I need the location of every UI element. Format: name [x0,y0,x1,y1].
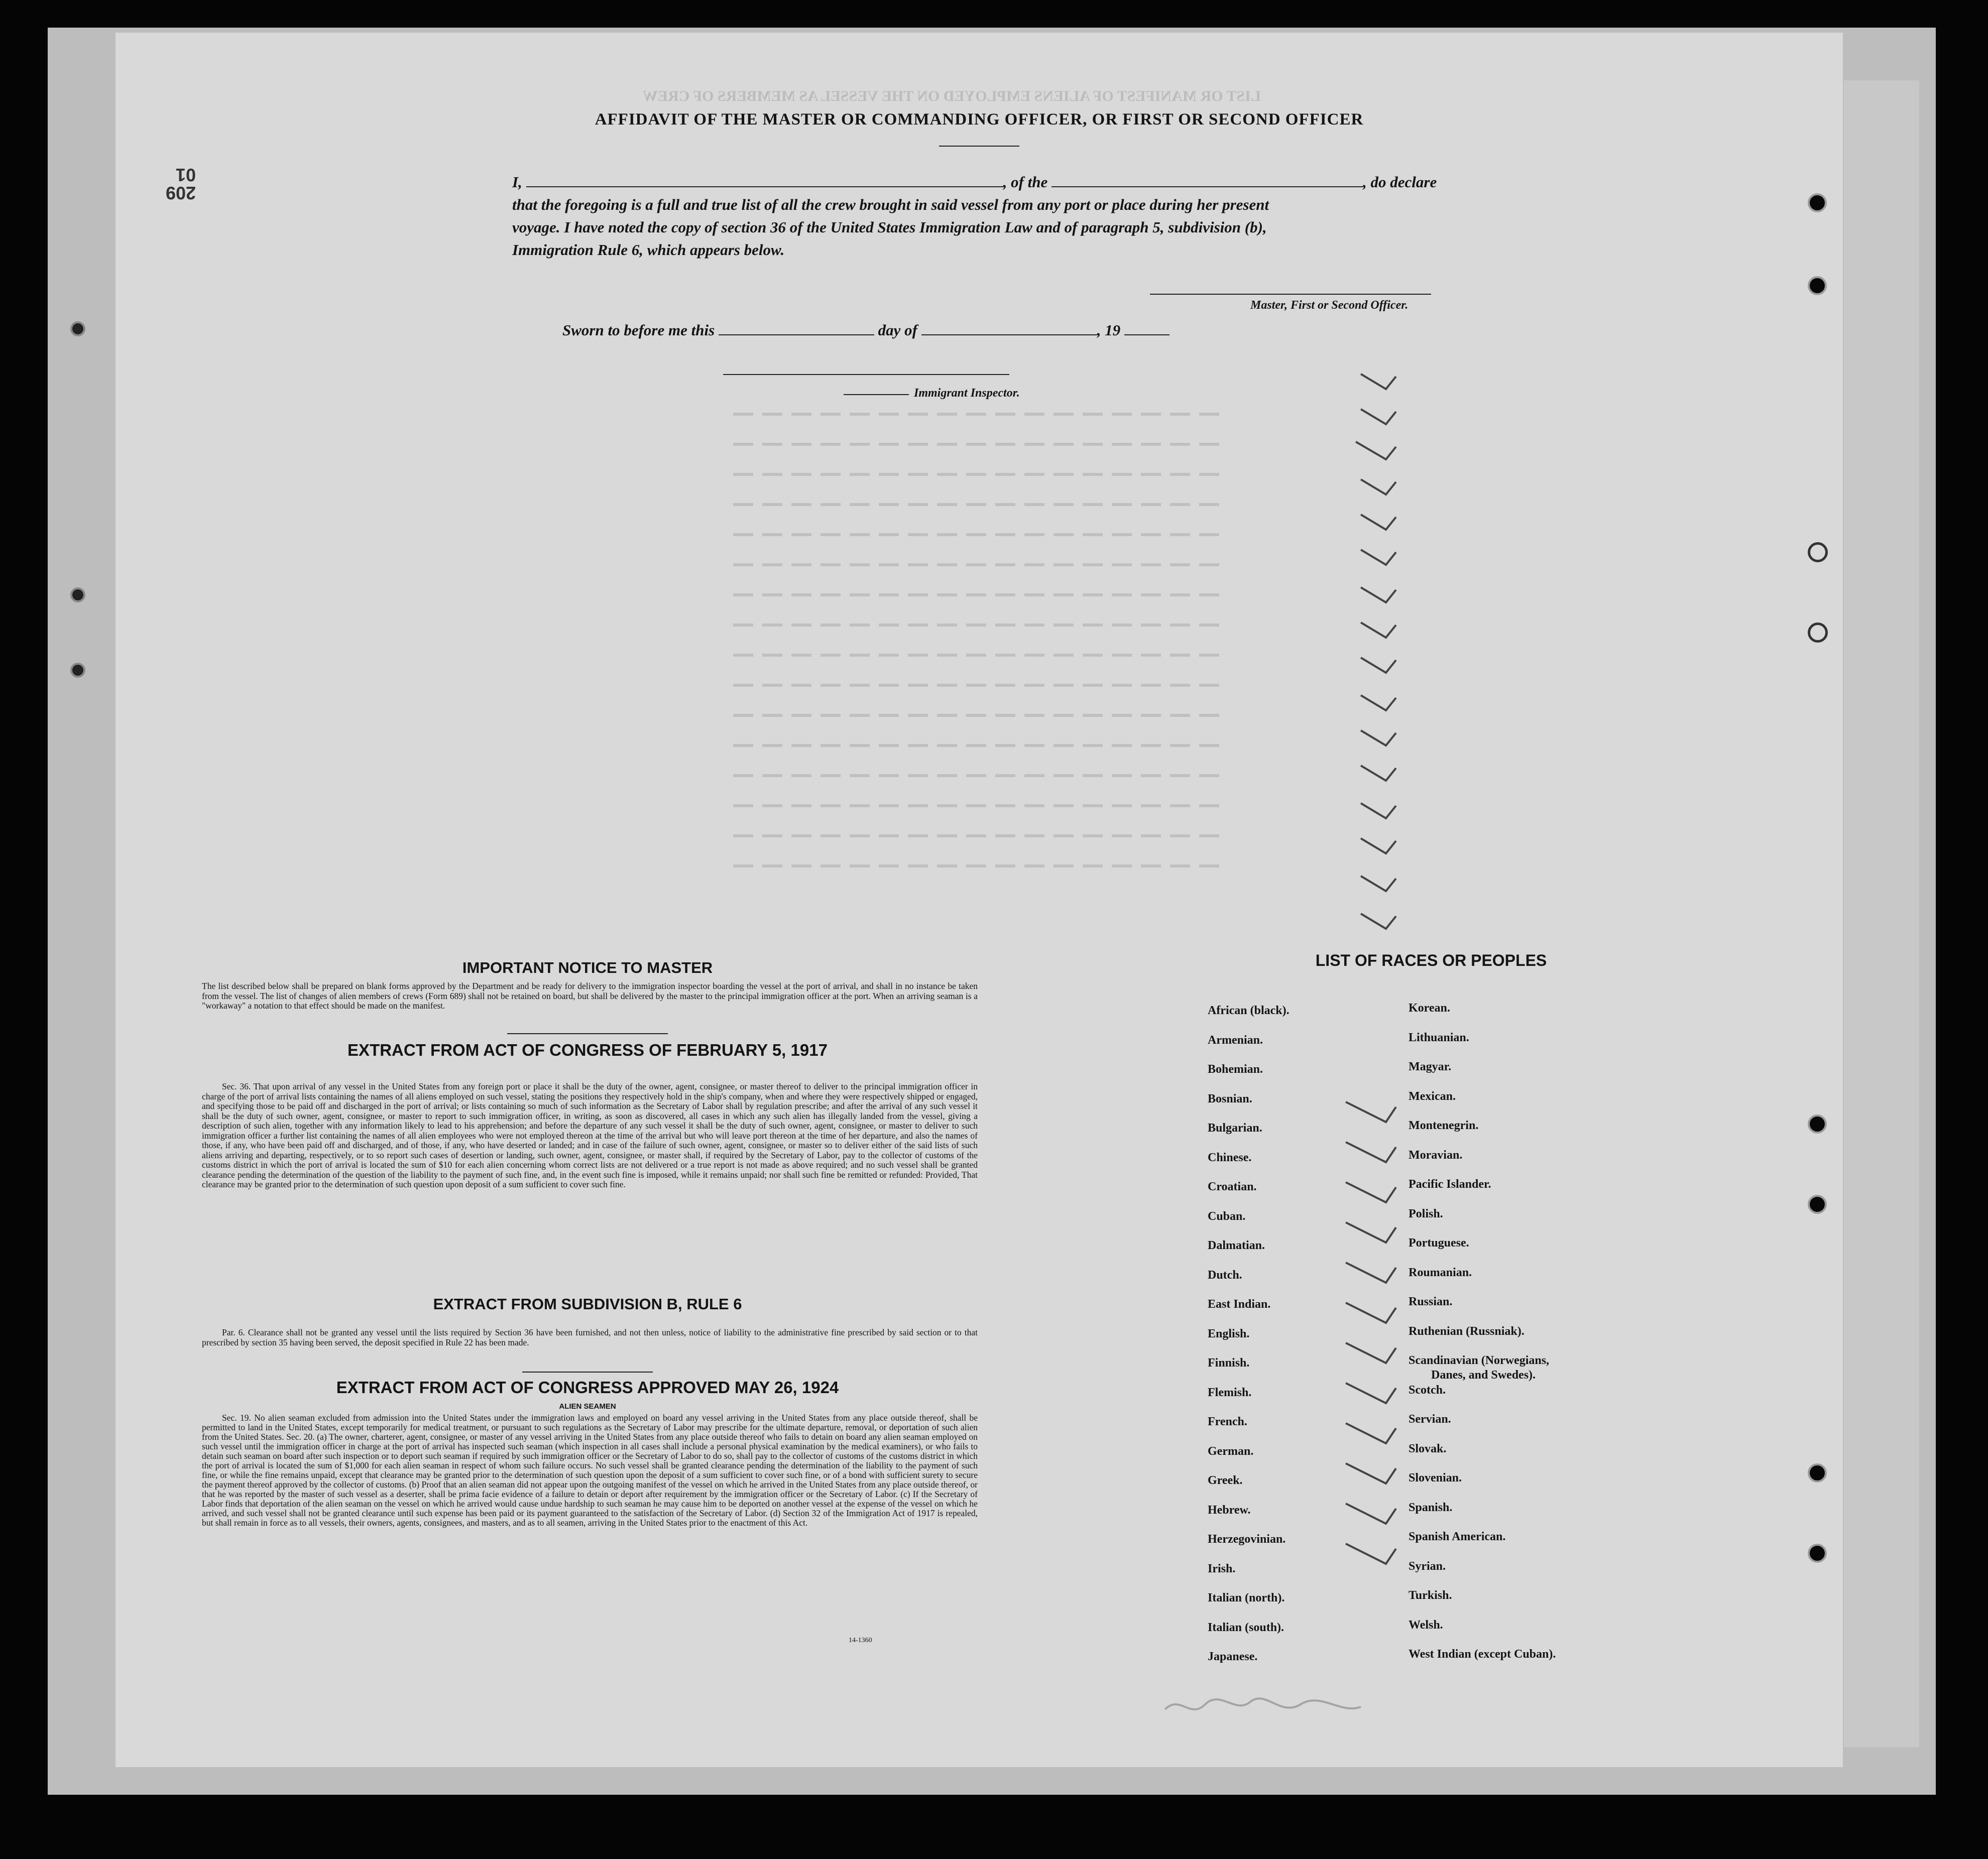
title-rule [939,146,1019,147]
bleed-through-rows [115,384,1843,936]
race-item: Cuban. [1208,1209,1246,1223]
race-item: Scotch. [1409,1383,1446,1397]
race-item: Spanish American. [1409,1530,1506,1543]
race-item: Flemish. [1208,1386,1252,1399]
rule6-rule [522,1372,653,1373]
vessel-name-field[interactable] [1051,186,1363,187]
race-item: Moravian. [1409,1148,1463,1162]
sworn-date-field[interactable] [719,334,874,335]
rule6-text: Par. 6. Clearance shall not be granted any vessel until the lists required by Section 36 have been furnished, and not then unless, notice of liability to the administrative fine prescribed by said section or to that prescribed by section 35 having been served, the deposit specified in Rule 22 has been made. [202,1327,978,1347]
sworn-line [562,321,1170,339]
extract-1924-text: Sec. 19. No alien seaman excluded from admission into the United States under the immigration laws and employed on board any vessel arriving in the United States from any place outside thereof, shall be permitted to land in the United States, except temporarily for medical treatment, or pursuant to such regulations as the Secretary of Labor may prescribe for the ultimate departure, removal, or deportation of such alien from the United States. Sec. 20. (a) The owner, charterer, agent, consignee, or master of any vessel arriving in the United States from any place outside thereof who fails to detain on board any alien seaman employed on such vessel until the immigration officer in charge at the port of arrival has inspected such seaman (which inspection in all cases shall include a personal physical examination by the medical examiners), or who fails to detain such seaman on board after such inspection or to deport such seaman if required by such immigration officer or the Secretary of Labor to do so, shall pay to the collector of customs of the customs district in which the port of arrival is located the sum of $1,000 for each alien seaman in respect of whom such failure occurs. No such vessel shall be granted clearance pending the determination of the liability to the payment of such fine, or while the fine remains unpaid, except that clearance may be granted prior to the determination of such question upon the deposit of a sum sufficient to cover such fine, or of a bond with sufficient surety to secure the payment thereof approved by the collector of customs. (b) Proof that an alien seaman did not appear upon the outgoing manifest of the vessel on which he arrived in the United States from any place outside thereof, or that he was reported by the master of such vessel as a deserter, shall be prima facie evidence of a failure to detain or deport after requirement by the immigration officer or the Secretary of Labor. (c) If the Secretary of Labor finds that deportation of the alien seaman on the vessel on which he arrived would cause undue hardship to such seaman he may cause him to be deported on another vessel at the expense of the vessel on which he arrived, and such vessel shall not be granted clearance until such expense has been paid or its payment guaranteed to the satisfaction of the Secretary of Labor. (d) Section 32 of the Immigration Act of 1917 is repealed, but shall remain in force as to all vessels, their owners, agents, consignees, and masters, and as to all seamen, arriving in the United States prior to the enactment of this Act. [202,1413,978,1528]
rule6-title: EXTRACT FROM SUBDIVISION B, RULE 6 [433,1295,742,1313]
notice-title: IMPORTANT NOTICE TO MASTER [462,959,713,976]
day-of-label: day of [878,321,917,339]
binder-ring-icon [70,663,85,678]
binder-ring-icon [70,321,85,336]
affidavit-title: AFFIDAVIT OF THE MASTER OR COMMANDING OFFICER, OR FIRST OR SECOND OFFICER [595,110,1364,129]
race-item: Montenegrin. [1409,1119,1479,1132]
race-item: Scandinavian (Norwegians, [1409,1354,1550,1367]
race-item: West Indian (except Cuban). [1409,1648,1556,1661]
race-item: Chinese. [1208,1151,1252,1164]
race-item: Bosnian. [1208,1092,1252,1105]
binder-ring-icon [70,587,85,602]
extract-1924-title: EXTRACT FROM ACT OF CONGRESS APPROVED MAY 26, 1924 [336,1378,839,1397]
race-item: Portuguese. [1409,1236,1469,1250]
race-item: Herzegovinian. [1208,1533,1286,1546]
inspector-caption: Immigrant Inspector. [914,387,1020,400]
extract-1917-title: EXTRACT FROM ACT OF CONGRESS OF FEBRUARY 5, 1917 [347,1041,828,1059]
manifest-page [115,33,1843,1767]
punch-hole-icon [1808,542,1828,562]
race-item: Magyar. [1409,1060,1452,1073]
punch-hole-icon [1808,193,1827,212]
race-item: Mexican. [1409,1089,1456,1103]
race-item: Finnish. [1208,1356,1250,1370]
declarant-label: I, [512,173,522,191]
do-declare-label: , do declare [1363,173,1437,191]
punch-hole-icon [1808,1544,1827,1563]
sworn-label: Sworn to before me this [562,321,715,339]
sworn-month-field[interactable] [921,334,1097,335]
race-item: Spanish. [1409,1501,1453,1514]
race-item: English. [1208,1327,1250,1340]
faint-signature [1160,1689,1371,1724]
race-item: Roumanian. [1409,1266,1472,1279]
race-item: Servian. [1409,1413,1451,1426]
right-edge-strip [1844,80,1919,1747]
master-signature-caption: Master, First or Second Officer. [1250,299,1409,312]
bleed-through-header: LIST OR MANIFEST OF ALIENS EMPLOYED ON THE VESSEL AS MEMBERS OF CREW [643,88,1261,104]
punch-hole-icon [1808,1114,1827,1134]
punch-hole-icon [1808,623,1828,643]
race-item: French. [1208,1415,1247,1428]
race-item: Japanese. [1208,1650,1258,1663]
race-item: Bulgarian. [1208,1122,1262,1135]
race-item: Slovak. [1409,1442,1447,1455]
race-item: East Indian. [1208,1298,1271,1311]
races-title: LIST OF RACES OR PEOPLES [1315,951,1547,969]
race-item: Italian (south). [1208,1621,1284,1634]
form-number: 14-1360 [849,1637,872,1644]
race-item: Greek. [1208,1474,1243,1487]
race-item: Italian (north). [1208,1591,1285,1604]
race-item: Bohemian. [1208,1063,1263,1076]
punch-hole-icon [1808,1195,1827,1214]
race-item: Hebrew. [1208,1503,1251,1517]
race-item: Russian. [1409,1295,1453,1308]
race-item: Polish. [1409,1207,1443,1220]
race-item: Irish. [1208,1562,1236,1575]
race-item: Lithuanian. [1409,1031,1469,1044]
declarant-name-field[interactable] [526,186,1003,187]
notice-text: The list described below shall be prepared on blank forms approved by the Department and be ready for delivery to the immigration inspector boarding the vessel at the port of arrival, and shall in no instance be taken from the vessel. The list of changes of alien members of crews (Form 689) shall not be retained on board, but shall be delivered by the master to the principal immigration officer at the port. When an arriving seaman is a "workaway" a notation to that effect should be made on the manifest. [202,981,978,1011]
race-item: Turkish. [1409,1589,1452,1602]
race-item: Danes, and Swedes). [1431,1368,1536,1382]
alien-seamen-subtitle: ALIEN SEAMEN [559,1402,616,1411]
sworn-year-field[interactable] [1124,334,1170,335]
race-item: Syrian. [1409,1559,1446,1573]
race-item: Pacific Islander. [1409,1178,1491,1191]
declaration-line-4: Immigration Rule 6, which appears below. [512,241,785,259]
punch-hole-icon [1808,1463,1827,1482]
extract-1917-text: Sec. 36. That upon arrival of any vessel in the United States from any foreign port or place it shall be the duty of the owner, agent, consignee, or master thereof to deliver to the principal immigration officer in charge of the port of arrival lists containing the names of all aliens employed on such vessel, stating the positions they respectively hold in the ship's company, when and where they were respectively shipped or engaged, and specifying those to be paid off and discharged in the port of arrival; or lists containing so much of such information as the Secretary of Labor shall by regulation prescribe; and after the arrival of any such vessel it shall be the duty of such owner, agent, consignee, or master to report to such immigration officer, in writing, as soon as discovered, all cases in which any such alien has illegally landed from the vessel, giving a description of such alien, together with any information likely to lead to his apprehension; and before the departure of any such vessel it shall be the duty of such owner, agent, consignee, or master to deliver to such immigration officer a further list containing the names of all alien employees who were not employed thereon at the time of the arrival but who will leave port thereon at the time of her departure, and also the names of those, if any, who have been paid off and discharged, and of those, if any, who have deserted or landed; and in case of the failure of such owner, agent, consignee, or master so to deliver either of the said lists of such aliens arriving and departing, respectively, or to so report such cases of desertion or landing, such owner, agent, consignee, or master shall, if required by the Secretary of Labor, pay to the collector of customs of the customs district in which the port of arrival is located the sum of $10 for each alien concerning whom correct lists are not delivered or a true report is not made as above required; and no such vessel shall be granted clearance pending the determination of the question of the liability to the payment of such fine, and, in the event such fine is imposed, while it remains unpaid; nor shall such fine be remitted or refunded: Provided, That clearance may be granted prior to the determination of such question upon deposit of a sum sufficient to cover such fine. [202,1081,978,1189]
race-item: Armenian. [1208,1033,1263,1047]
race-item: African (black). [1208,1004,1290,1017]
race-item: Dutch. [1208,1268,1242,1282]
page-number-stamp: 209 01 [165,165,196,203]
notice-rule [507,1033,668,1034]
declaration-line-2: that the foregoing is a full and true list of all the crew brought in said vessel from any port or place during her present [512,196,1269,213]
of-the-label: , of the [1003,173,1048,191]
race-item: Ruthenian (Russniak). [1409,1324,1525,1338]
race-item: Croatian. [1208,1180,1257,1193]
race-item: Dalmatian. [1208,1239,1265,1252]
race-item: German. [1208,1444,1254,1458]
punch-hole-icon [1808,276,1827,295]
race-item: Slovenian. [1409,1471,1462,1484]
race-item: Korean. [1409,1002,1450,1015]
declaration-line-1 [512,173,1437,191]
inspector-signature-line[interactable] [723,374,1009,375]
race-item: Welsh. [1409,1618,1443,1632]
year-label: , 19 [1097,321,1121,339]
master-signature-line[interactable] [1150,294,1431,295]
declaration-line-3: voyage. I have noted the copy of section 36 of the United States Immigration Law and of paragraph 5, subdivision (b), [512,218,1267,236]
